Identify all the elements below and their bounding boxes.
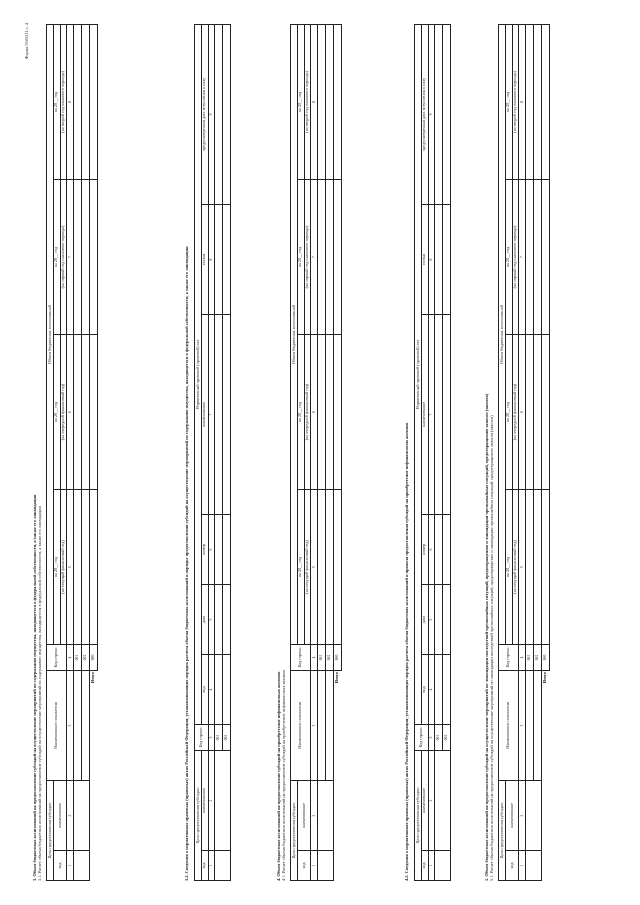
cell-value[interactable] <box>525 24 533 179</box>
header-name: наименование <box>201 750 208 850</box>
cell-value[interactable] <box>81 334 89 489</box>
table-4-2 <box>414 23 451 880</box>
cell-article[interactable] <box>215 204 223 314</box>
col-num: 9 <box>428 24 434 204</box>
header-volume: Объем бюджетных ассигнований <box>291 24 298 644</box>
total-row <box>541 24 549 880</box>
header-year-3-sub: (на первый год планового периода) <box>304 179 311 334</box>
cell-value[interactable] <box>81 489 89 644</box>
cell-total[interactable] <box>333 179 341 334</box>
section-3-2-heading: 3.2. Сведения о нормативных правовых (правовых) актах Российской Федерации, устанавливающих порядок расчета объема бюджетных ассигнований в порядке предоставления субсидий на осуществление мероприятий по содержанию имущества, находящегося в федеральной собственности, а также его ликвидации <box>184 245 189 881</box>
header-name: наименование <box>421 750 428 850</box>
header-year-1: на 20__ год <box>53 489 60 644</box>
col-num: 4 <box>428 654 434 724</box>
header-name: наименование <box>53 780 67 850</box>
section-4-1-heading: 4.1. Расчет объема бюджетных ассигнований на предоставление субсидий на приобретение нефинансовых активов <box>281 669 286 881</box>
col-num: 4 <box>67 644 73 670</box>
header-act: Нормативный правовой (правовой) акт <box>415 24 422 724</box>
section-3-1-heading: 3.1. Расчет объема бюджетных ассигнований на предоставление субсидий на осуществление мероприятий по содержанию имущества, находящегося в федеральной собственности, а также его ликвидации <box>37 505 42 881</box>
total-code: 900 <box>333 644 341 670</box>
header-goal: Цель предоставления субсидии <box>499 780 506 880</box>
header-goal: Цель предоставления субсидии <box>415 750 422 880</box>
total-code: 900 <box>89 644 97 670</box>
cell-code[interactable] <box>317 850 333 880</box>
cell-change-date[interactable] <box>215 24 223 204</box>
header-year-1-sub: (на текущий финансовый год) <box>60 489 67 644</box>
col-num: 1 <box>208 850 214 880</box>
header-row-code: Код строки <box>195 724 209 750</box>
col-num: 3 <box>67 670 73 780</box>
header-year-1-sub: (на текущий финансовый год) <box>304 489 311 644</box>
col-num: 2 <box>67 780 73 850</box>
col-num: 1 <box>311 850 317 880</box>
cell-change-date[interactable] <box>443 24 451 204</box>
cell-total[interactable] <box>333 334 341 489</box>
table-row <box>435 24 443 880</box>
cell-name[interactable] <box>435 750 451 850</box>
table-3-1 <box>46 23 98 880</box>
col-num: 5 <box>67 489 73 644</box>
cell-value[interactable] <box>533 179 541 334</box>
section-5-heading: 5. Объем бюджетных ассигнований на предоставление субсидий на осуществление мероприятий по ликвидации последствий чрезвычайных ситуаций, предотвращению и ликвидации чрезвычайных ситуаций, предотвращению заносов (завозов) <box>484 393 489 881</box>
header-year-3-sub: (на первый год планового периода) <box>512 179 519 334</box>
cell-article[interactable] <box>443 204 451 314</box>
header-indicator: Наименование показателя <box>499 670 519 780</box>
col-num: 8 <box>519 24 525 179</box>
col-num: 6 <box>67 334 73 489</box>
table-row <box>525 24 533 880</box>
col-num: 2 <box>311 780 317 850</box>
cell-code[interactable] <box>525 850 541 880</box>
table-row <box>325 24 333 880</box>
cell-type[interactable] <box>223 654 231 724</box>
cell-value[interactable] <box>73 334 81 489</box>
section-3-heading: 3. Объем бюджетных ассигнований на предоставление субсидий на осуществление мероприятий по содержанию имущества, находящегося в федеральной собственности, в также его ликвидации <box>32 494 37 881</box>
cell-value[interactable] <box>525 334 533 489</box>
cell-date[interactable] <box>443 584 451 654</box>
header-number: номер <box>201 514 208 584</box>
cell-name[interactable] <box>525 780 541 850</box>
cell-value[interactable] <box>325 334 333 489</box>
cell-value[interactable] <box>317 24 325 179</box>
cell-value[interactable] <box>533 24 541 179</box>
cell-total[interactable] <box>333 24 341 179</box>
cell-value[interactable] <box>317 179 325 334</box>
header-year-1-sub: (на текущий финансовый год) <box>512 489 519 644</box>
header-year-2-sub: (на очередной финансовый год) <box>304 334 311 489</box>
header-year-4-sub: (на второй год планового периода) <box>60 24 67 179</box>
cell-value[interactable] <box>73 179 81 334</box>
cell-total[interactable] <box>333 489 341 644</box>
section-4-2-heading: 4.2. Сведения о нормативных правовых (правовых) актах Российской Федерации, устанавливающих порядок расчета объема бюджетных ассигнований и правила предоставления субсидий на приобретение нефинансовых активов <box>404 422 409 881</box>
col-num: 7 <box>428 314 434 514</box>
cell-number[interactable] <box>223 514 231 584</box>
cell-act-name[interactable] <box>215 314 223 514</box>
cell-total[interactable] <box>89 24 97 179</box>
header-year-2: на 20__ год <box>297 334 304 489</box>
row-code: 001 <box>317 644 325 670</box>
cell-value[interactable] <box>525 179 533 334</box>
header-goal: Цель предоставления субсидии <box>195 750 202 880</box>
cell-value[interactable] <box>317 334 325 489</box>
total-label: Итого <box>334 671 340 683</box>
cell-change-date[interactable] <box>435 24 443 204</box>
col-num: 4 <box>208 654 214 724</box>
col-num: 8 <box>67 24 73 179</box>
header-number: номер <box>421 514 428 584</box>
row-code: 001 <box>215 724 223 750</box>
col-num: 3 <box>208 724 214 750</box>
cell-total[interactable] <box>89 489 97 644</box>
col-num: 8 <box>428 204 434 314</box>
cell-total[interactable] <box>89 334 97 489</box>
header-code: код <box>505 850 519 880</box>
header-year-4-sub: (на второй год планового периода) <box>304 24 311 179</box>
cell-name[interactable] <box>215 750 231 850</box>
header-year-2-sub: (на очередной финансовый год) <box>512 334 519 489</box>
cell-total[interactable] <box>541 24 549 179</box>
col-num: 8 <box>311 24 317 179</box>
header-date: дата <box>201 584 208 654</box>
col-num: 5 <box>519 489 525 644</box>
section-5-1-heading: 5.1. Расчет объема бюджетных ассигнований на предоставление субсидий на осуществление мероприятий по ликвидации последствий чрезвычайных ситуаций, предотвращению и ликвидации чрезвычайных ситуаций, предотвращению заносов (завозов) <box>489 414 494 881</box>
cell-value[interactable] <box>317 489 325 644</box>
col-num: 4 <box>519 644 525 670</box>
cell-indicator[interactable] <box>325 670 333 780</box>
cell-indicator[interactable] <box>317 670 325 780</box>
cell-name[interactable] <box>73 780 89 850</box>
table-row <box>81 24 89 880</box>
col-num: 4 <box>311 644 317 670</box>
header-code: код <box>297 850 311 880</box>
cell-value[interactable] <box>525 489 533 644</box>
header-year-2: на 20__ год <box>53 334 60 489</box>
cell-total[interactable] <box>89 179 97 334</box>
cell-value[interactable] <box>325 24 333 179</box>
row-code: 001 <box>435 724 443 750</box>
cell-total[interactable] <box>541 334 549 489</box>
header-year-4-sub: (на второй год планового периода) <box>512 24 519 179</box>
header-goal: Цель предоставления субсидии <box>291 780 298 880</box>
col-num: 3 <box>519 670 525 780</box>
header-indicator: Наименование показателя <box>291 670 311 780</box>
form-code: Форма 0505211 с. 4 <box>24 22 29 59</box>
cell-act-name[interactable] <box>223 314 231 514</box>
header-row-code: Код строки <box>415 724 429 750</box>
header-change-date: предусмотренная дата вступления в силу <box>421 24 428 204</box>
col-num: 2 <box>428 750 434 850</box>
cell-name[interactable] <box>317 780 333 850</box>
header-article: статья <box>201 204 208 314</box>
col-num: 3 <box>311 670 317 780</box>
header-year-1: на 20__ год <box>505 489 512 644</box>
col-num: 6 <box>311 334 317 489</box>
table-3-2 <box>194 23 231 880</box>
table-row <box>533 24 541 880</box>
total-row <box>89 24 97 880</box>
cell-act-name[interactable] <box>435 314 443 514</box>
cell-type[interactable] <box>443 654 451 724</box>
row-code: 002 <box>533 644 541 670</box>
cell-value[interactable] <box>81 179 89 334</box>
cell-value[interactable] <box>73 489 81 644</box>
header-year-3: на 20__ год <box>505 179 512 334</box>
cell-indicator[interactable] <box>73 670 81 780</box>
col-num: 7 <box>208 314 214 514</box>
header-name: наименование <box>505 780 519 850</box>
col-num: 5 <box>428 584 434 654</box>
cell-change-date[interactable] <box>223 24 231 204</box>
header-type: вид <box>201 654 208 724</box>
col-num: 7 <box>311 179 317 334</box>
col-num: 6 <box>428 514 434 584</box>
row-code: 002 <box>443 724 451 750</box>
header-code: код <box>201 850 208 880</box>
row-code: 001 <box>525 644 533 670</box>
header-act: Нормативный правовой (правовой) акт <box>195 24 202 724</box>
cell-value[interactable] <box>325 489 333 644</box>
cell-value[interactable] <box>81 24 89 179</box>
rotated-form-page <box>20 17 620 889</box>
total-code: 900 <box>541 644 549 670</box>
header-row-code: Код строки <box>47 644 67 670</box>
table-row <box>215 24 223 880</box>
header-indicator: Наименование показателя <box>47 670 67 780</box>
header-year-4: на 20__ год <box>505 24 512 179</box>
cell-total[interactable] <box>541 489 549 644</box>
table-4-1 <box>290 23 342 880</box>
cell-number[interactable] <box>435 514 443 584</box>
total-row <box>333 24 341 880</box>
row-code: 002 <box>223 724 231 750</box>
col-num: 1 <box>519 850 525 880</box>
col-num: 2 <box>208 750 214 850</box>
col-num: 5 <box>208 584 214 654</box>
cell-code[interactable] <box>435 850 451 880</box>
header-article: статья <box>421 204 428 314</box>
row-code: 002 <box>325 644 333 670</box>
header-year-1: на 20__ год <box>297 489 304 644</box>
header-year-3-sub: (на первый год планового периода) <box>60 179 67 334</box>
table-row <box>73 24 81 880</box>
cell-date[interactable] <box>223 584 231 654</box>
table-row <box>317 24 325 880</box>
col-num: 8 <box>208 204 214 314</box>
col-num: 7 <box>519 179 525 334</box>
header-year-3: на 20__ год <box>53 179 60 334</box>
header-year-4: на 20__ год <box>297 24 304 179</box>
col-num: 9 <box>208 24 214 204</box>
header-row-code: Код строки <box>499 644 519 670</box>
cell-date[interactable] <box>435 584 443 654</box>
cell-indicator[interactable] <box>525 670 533 780</box>
header-goal: Цель предоставления субсидии <box>47 780 54 880</box>
header-year-2-sub: (на очередной финансовый год) <box>60 334 67 489</box>
header-name: наименование <box>297 780 311 850</box>
header-year-3: на 20__ год <box>297 179 304 334</box>
cell-number[interactable] <box>443 514 451 584</box>
cell-code[interactable] <box>73 850 89 880</box>
cell-indicator[interactable] <box>533 670 541 780</box>
cell-date[interactable] <box>215 584 223 654</box>
cell-act-name[interactable] <box>443 314 451 514</box>
row-code: 001 <box>73 644 81 670</box>
cell-article[interactable] <box>435 204 443 314</box>
col-num: 3 <box>428 724 434 750</box>
header-act-name: наименование <box>201 314 208 514</box>
cell-value[interactable] <box>533 489 541 644</box>
header-volume: Объем бюджетных ассигнований <box>499 24 506 644</box>
col-num: 2 <box>519 780 525 850</box>
cell-type[interactable] <box>215 654 223 724</box>
cell-value[interactable] <box>533 334 541 489</box>
col-num: 7 <box>67 179 73 334</box>
total-label: Итого <box>90 671 96 683</box>
header-volume: Объем бюджетных ассигнований <box>47 24 54 644</box>
total-label: Итого <box>542 671 548 683</box>
col-num: 6 <box>519 334 525 489</box>
header-code: код <box>421 850 428 880</box>
col-num: 6 <box>208 514 214 584</box>
cell-code[interactable] <box>215 850 231 880</box>
cell-type[interactable] <box>435 654 443 724</box>
col-num: 1 <box>67 850 73 880</box>
cell-number[interactable] <box>215 514 223 584</box>
cell-value[interactable] <box>73 24 81 179</box>
header-type: вид <box>421 654 428 724</box>
header-change-date: предусмотренная дата вступления в силу <box>201 24 208 204</box>
header-row-code: Код строки <box>291 644 311 670</box>
cell-article[interactable] <box>223 204 231 314</box>
col-num: 5 <box>311 489 317 644</box>
cell-indicator[interactable] <box>81 670 89 780</box>
col-num: 1 <box>428 850 434 880</box>
header-date: дата <box>421 584 428 654</box>
row-code: 002 <box>81 644 89 670</box>
section-4-heading: 4. Объем бюджетных ассигнований на предоставление субсидий на приобретение нефинансовых активов <box>276 671 281 881</box>
header-code: код <box>53 850 67 880</box>
table-5-1 <box>498 23 550 880</box>
header-year-4: на 20__ год <box>53 24 60 179</box>
cell-value[interactable] <box>325 179 333 334</box>
header-year-2: на 20__ год <box>505 334 512 489</box>
header-act-name: наименование <box>421 314 428 514</box>
cell-total[interactable] <box>541 179 549 334</box>
